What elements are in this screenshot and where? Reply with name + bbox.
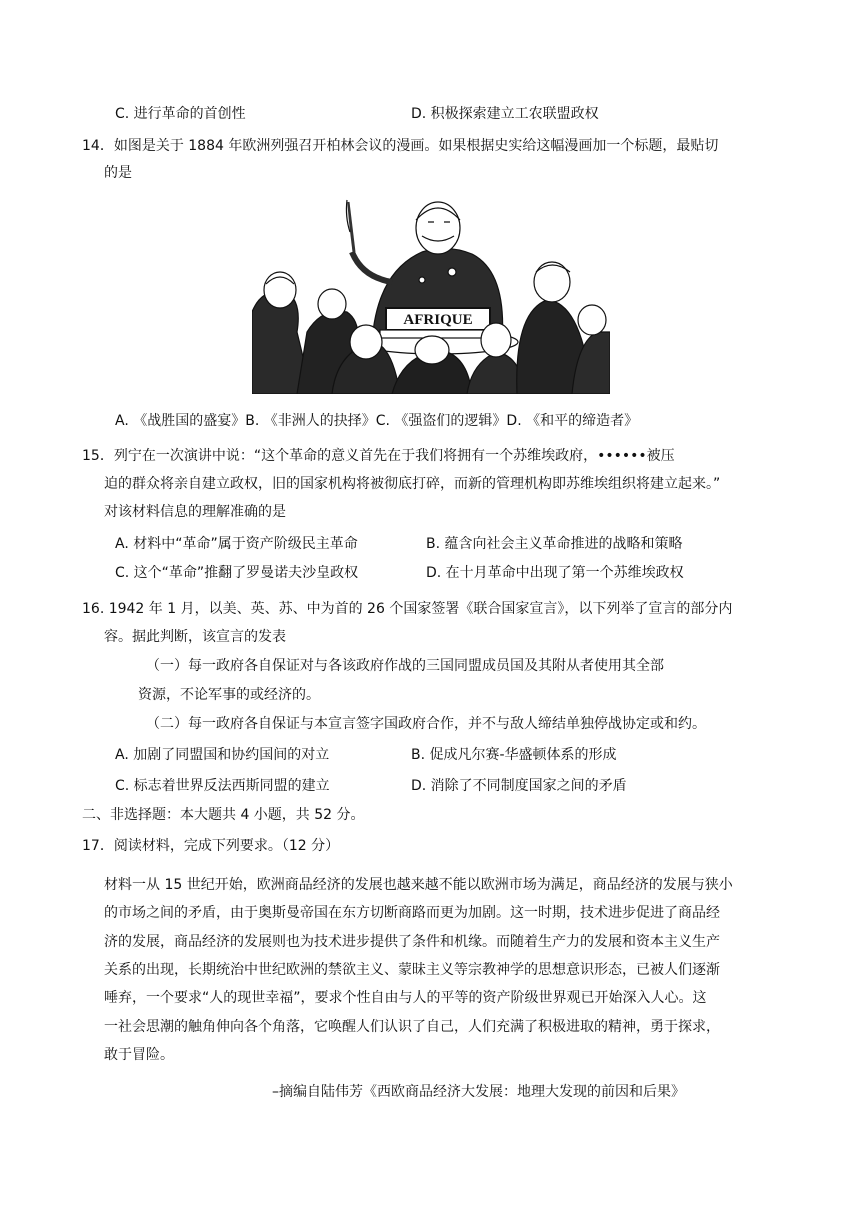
q16-stem-line2: 容。据此判断，该宣言的发表 xyxy=(104,629,286,645)
q16-option-a: A. 加剧了同盟国和协约国间的对立 xyxy=(115,747,330,763)
q16-option-b: B. 促成凡尔赛-华盛顿体系的形成 xyxy=(411,747,617,763)
afrique-sign: AFRIQUE xyxy=(403,312,473,328)
q17-material-line: 唾弃，一个要求“人的现世幸福”，要求个性自由与人的平等的资产阶级世界观已开始深入人心。这 xyxy=(104,990,707,1006)
q16-stem-line1: 16. 1942 年 1 月，以美、英、苏、中为首的 26 个国家签署《联合国家宣言》，以下列举了宣言的部分内 xyxy=(82,601,733,617)
q14-stem-line2: 的是 xyxy=(104,165,132,181)
q13-option-d: D. 积极探索建立工农联盟政权 xyxy=(411,106,599,122)
q15-stem-line3: 对该材料信息的理解准确的是 xyxy=(104,504,286,520)
q16-quote1-line1: （一）每一政府各自保证对与各该政府作战的三国同盟成员国及其附从者使用其全部 xyxy=(146,658,664,674)
q17-stem: 17．阅读材料，完成下列要求。（12 分） xyxy=(82,838,340,854)
q13-option-c: C. 进行革命的首创性 xyxy=(115,106,246,122)
q17-material-line: 的市场之间的矛盾，由于奥斯曼帝国在东方切断商路而更为加剧。这一时期，技术进步促进了商品经 xyxy=(104,905,720,921)
q17-material-line: 材料一从 15 世纪开始，欧洲商品经济的发展也越来越不能以欧洲市场为满足，商品经济的发展与狭小 xyxy=(104,877,733,893)
q16-quote1-line2: 资源，不论军事的或经济的。 xyxy=(138,687,320,703)
q15-stem-line1: 15．列宁在一次演讲中说：“这个革命的意义首先在于我们将拥有一个苏维埃政府，••••••被压 xyxy=(82,448,675,464)
q16-option-d: D. 消除了不同制度国家之间的矛盾 xyxy=(411,778,627,794)
q15-option-a: A. 材料中“革命”属于资产阶级民主革命 xyxy=(115,536,358,552)
berlin-conference-cartoon xyxy=(252,192,610,394)
q17-material-line: 济的发展，商品经济的发展则也为技术进步提供了条件和机缘。而随着生产力的发展和资本主义生产 xyxy=(104,934,720,950)
q16-option-c: C. 标志着世界反法西斯同盟的建立 xyxy=(115,778,330,794)
q17-material-line: 关系的出现，长期统治中世纪欧洲的禁欲主义、蒙昧主义等宗教神学的思想意识形态，已被人们逐渐 xyxy=(104,962,720,978)
q15-stem-line2: 迫的群众将亲自建立政权，旧的国家机构将被彻底打碎，而新的管理机构即苏维埃组织将建立起来。” xyxy=(104,476,721,492)
q17-material-line: 敢于冒险。 xyxy=(104,1047,174,1063)
q16-quote2: （二）每一政府各自保证与本宣言签字国政府合作，并不与敌人缔结单独停战协定或和约。 xyxy=(146,716,706,732)
q15-option-c: C. 这个“革命”推翻了罗曼诺夫沙皇政权 xyxy=(115,565,359,581)
q17-material-line: 一社会思潮的触角伸向各个角落，它唤醒人们认识了自己，人们充满了积极进取的精神，勇于探求， xyxy=(104,1019,720,1035)
q14-stem-line1: 14．如图是关于 1884 年欧洲列强召开柏林会议的漫画。如果根据史实给这幅漫画加一个标题，最贴切 xyxy=(82,138,719,154)
section2-heading: 二、非选择题：本大题共 4 小题，共 52 分。 xyxy=(82,807,365,823)
q17-source: –摘编自陆伟芳《西欧商品经济大发展：地理大发现的前因和后果》 xyxy=(272,1084,685,1100)
q15-option-d: D. 在十月革命中出现了第一个苏维埃政权 xyxy=(426,565,684,581)
q14-options: A. 《战胜国的盛宴》B. 《非洲人的抉择》C. 《强盗们的逻辑》D. 《和平的缔造者》 xyxy=(115,413,639,429)
q15-option-b: B. 蕴含向社会主义革命推进的战略和策略 xyxy=(426,536,683,552)
